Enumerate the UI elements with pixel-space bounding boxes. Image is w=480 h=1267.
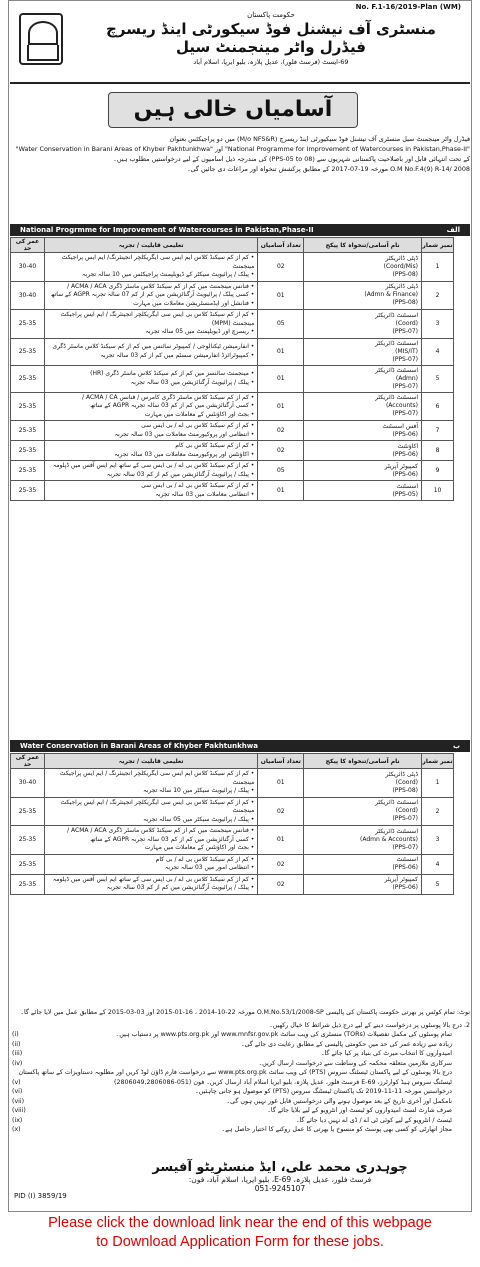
post-title-urdu: اسسٹنٹ xyxy=(396,482,419,490)
table-header-row xyxy=(11,754,454,769)
section-b-title: Water Conservation in Barani Areas of Khyber Pakhtunkhwa xyxy=(20,742,258,750)
condition-number: (viii) xyxy=(12,1107,26,1114)
post-title-urdu: کمپیوٹر آپریٹر xyxy=(384,876,418,883)
condition-item xyxy=(10,1040,456,1050)
age-limit: 25-35 xyxy=(11,421,45,441)
pay-scale: (PPS-06) xyxy=(392,430,419,438)
vacancies-banner: آسامیاں خالی ہیں xyxy=(108,92,358,128)
qualification: • کم از کم سیکنڈ کلاس بی اے / بی ایس سی • انتظامی اور پروکیورمنٹ معاملات میں 03 سالہ تجربہ xyxy=(44,421,257,441)
age-limit: 25-35 xyxy=(11,826,45,855)
condition-number: (v) xyxy=(12,1078,21,1086)
age-limit: 25-35 xyxy=(11,854,45,874)
pay-scale: (PPS-06) xyxy=(392,450,419,458)
header-divider xyxy=(10,82,470,84)
qualification: • کم از کم سیکنڈ کلاس بی ایس سی ایگریکلچر انجینئرنگ / ایم ایس پراجیکٹ مینجمنٹ • پبلک / پرائیویٹ سیکٹر میں 05 سالہ تجربہ xyxy=(44,797,257,826)
section-b-table xyxy=(10,753,454,895)
qualification: • کم از کم سیکنڈ کلاس بی اے / بی ایس سی کے ساتھ ایم ایس آفس میں ڈپلومہ • پبلک / پرائیویٹ آرگنائزیشن میں کم از کم 03 سالہ تجربہ xyxy=(44,874,257,894)
pay-scale: (PPS-06) xyxy=(392,884,418,891)
condition-text: امیدواروں کا انتخاب میرٹ کی بنیاد پر کیا جائے گا۔ xyxy=(320,1050,452,1057)
serial-number: 10 xyxy=(422,481,454,501)
post-title xyxy=(304,253,422,282)
column-header-qual: تعلیمی قابلیت / تجربہ xyxy=(44,238,257,253)
post-title xyxy=(304,826,422,855)
condition-number: (iii) xyxy=(12,1050,23,1057)
terms-notes xyxy=(10,1008,470,1135)
government-emblem-icon xyxy=(19,13,63,65)
age-limit: 25-35 xyxy=(11,797,45,826)
age-limit: 30-40 xyxy=(11,281,45,310)
signatory-phone: 051-9245107 xyxy=(254,1184,306,1193)
post-title-urdu: ڈپٹی ڈائریکٹر xyxy=(385,283,419,291)
post-title-urdu: کمپیوٹر آپریٹر xyxy=(384,462,419,470)
condition-number: (vii) xyxy=(12,1097,25,1105)
condition-text: تمام پوسٹوں کی مکمل تفصیلات (TORs) منسٹری کی ویب سائٹ www.mnfsr.gov.pk اور www.pts.org.pk پر دستیاب ہیں۔ xyxy=(115,1031,452,1038)
table-row xyxy=(11,365,454,392)
table-row xyxy=(11,253,454,282)
download-notice-line2: to Download Application Form for these jobs. xyxy=(96,1234,384,1250)
post-count: 01 xyxy=(258,826,304,855)
condition-number: (ix) xyxy=(12,1116,23,1124)
post-count: 01 xyxy=(258,281,304,310)
condition-number: (ii) xyxy=(12,1040,21,1048)
pay-scale: (PPS-06) xyxy=(392,470,419,478)
post-title xyxy=(304,281,422,310)
post-count: 01 xyxy=(258,365,304,392)
section-b-label: ب xyxy=(452,742,460,750)
age-limit: 25-35 xyxy=(11,392,45,421)
table-row xyxy=(11,854,454,874)
column-header-num: تعداد آسامیاں xyxy=(258,238,304,253)
table-row xyxy=(11,392,454,421)
serial-number: 7 xyxy=(422,421,454,441)
serial-number: 8 xyxy=(422,441,454,461)
pay-scale: (PPS-07) xyxy=(392,382,419,390)
serial-number: 9 xyxy=(422,461,454,481)
intro-paragraph xyxy=(10,134,470,174)
condition-text: ٹیسٹ / انٹرویو کے لیے کوئی ٹی اے / ڈی اے نہیں دیا جائے گا۔ xyxy=(295,1116,452,1124)
post-title xyxy=(304,310,422,339)
post-title xyxy=(304,461,422,481)
serial-number: 5 xyxy=(422,874,454,894)
age-limit: 25-35 xyxy=(11,461,45,481)
condition-text: نامکمل اور آخری تاریخ کے بعد موصول ہونے والی درخواستیں قابل غور نہیں ہوں گی۔ xyxy=(226,1097,452,1105)
post-count: 01 xyxy=(258,392,304,421)
quota-note: نوٹ: تمام کوٹس پر بھرتی حکومت پاکستان کی پالیسی O.M.No.53/1/2008-SP مورخہ 22-10-2014 ، 16-01-2015 اور 03-03-2015 کے مطابق عمل میں لایا جائے گا۔ xyxy=(20,1009,470,1016)
age-limit: 25-35 xyxy=(11,310,45,339)
column-header-sr: نمبر شمار xyxy=(422,238,454,253)
age-limit: 25-35 xyxy=(11,441,45,461)
ministry-name: منسٹری آف نیشنل فوڈ سیکورٹی اینڈ ریسرچ xyxy=(106,20,436,38)
post-count: 02 xyxy=(258,874,304,894)
intro-line: فیڈرل واٹر مینجمنٹ سیل منسٹری آف نیشنل فوڈ سیکیورٹی اینڈ ریسرچ (M/o NFS&R) میں دو پراجیکٹس بعنوان xyxy=(169,135,470,143)
condition-text: درج بالا پوسٹوں کے لیے پاکستان ٹیسٹنگ سروس (PTS) کی ویب سائٹ www.pts.org.pk سے درخواست فارم ڈاؤن لوڈ کریں اور مطلوبہ دستاویزات کے ساتھ پاکستان ٹیسٹنگ سروس ہیڈ کوارٹرز، 69-E فرسٹ فلور، عدیل پلازہ، بلیو ایریا اسلام آباد ارسال کریں۔ فون (051-2806049,2806086) xyxy=(18,1069,452,1086)
column-header-post: نام آسامی/تنخواہ کا پیکج xyxy=(304,238,422,253)
column-header-age: عمر کی حد xyxy=(11,238,45,253)
download-notice-line1: Please click the download link near the end of this webpage xyxy=(48,1215,432,1231)
serial-number: 3 xyxy=(422,826,454,855)
column-header-num: تعداد آسامیاں xyxy=(258,754,304,769)
table-row xyxy=(11,874,454,894)
serial-number: 6 xyxy=(422,392,454,421)
serial-number: 4 xyxy=(422,854,454,874)
qualification: • کم از کم سیکنڈ کلاس بی ایس سی ایگریکلچر انجینئرنگ / ایم ایس پراجیکٹ مینجمنٹ (MPM) • ریسرچ اور ڈیویلپمنٹ میں 05 سالہ تجربہ xyxy=(44,310,257,339)
serial-number: 4 xyxy=(422,338,454,365)
post-title-urdu: ڈپٹی ڈائریکٹر xyxy=(385,254,419,262)
government-label: حکومت پاکستان xyxy=(247,11,295,19)
condition-item xyxy=(10,1097,456,1107)
signatory-block xyxy=(90,1160,470,1193)
table-row xyxy=(11,481,454,501)
post-title-urdu: اسسٹنٹ ڈائریکٹر xyxy=(375,799,418,807)
post-count: 02 xyxy=(258,253,304,282)
post-count: 02 xyxy=(258,797,304,826)
post-title-urdu: اسسٹنٹ ڈائریکٹر xyxy=(375,366,419,374)
post-title-urdu: اکاؤنٹنٹ xyxy=(397,442,419,450)
signatory-name: چوہدری محمد علی، ایڈ منسٹریٹو آفیسر xyxy=(152,1160,408,1175)
pay-scale: (PPS-05) xyxy=(392,490,419,498)
post-title-urdu: اسسٹنٹ ڈائریکٹر xyxy=(375,311,419,319)
serial-number: 3 xyxy=(422,310,454,339)
age-limit: 25-35 xyxy=(11,874,45,894)
qualification: • فنانس مینجمنٹ میں کم از کم سیکنڈ کلاس ماسٹر ڈگری ACMA / ACA / • کسی آرگنائزیشن میں کم از کم 03 سالہ تجربہ AGPR کے ساتھ • بجٹ اور اکاؤنٹس کے معاملات میں مہارت xyxy=(44,826,257,855)
qualification: • کم از کم سیکنڈ کلاس بی اے / بی کام • انتظامی امور میں 03 سالہ تجربہ xyxy=(44,854,257,874)
condition-item xyxy=(10,1116,456,1126)
post-title-english: (Admn) xyxy=(395,374,419,382)
condition-text: زیادہ سے زیادہ عمر کی حد میں حکومتی پالیسی کے مطابق رعایت دی جائے گی۔ xyxy=(240,1040,452,1048)
table-row xyxy=(11,310,454,339)
post-title-english: (Accounts) xyxy=(385,402,419,410)
condition-item xyxy=(10,1087,456,1097)
post-title xyxy=(304,338,422,365)
pay-scale: (PPS-08) xyxy=(392,786,418,794)
table-row xyxy=(11,421,454,441)
post-title xyxy=(304,392,422,421)
post-title-english: (Coord) xyxy=(395,319,419,327)
section-a-title-bar xyxy=(10,224,470,236)
intro-line: کے تحت انتہائی قابل اور باصلاحیت پاکستانی شہریوں سے (PPS-05 to 08) کی مندرجہ ذیل اسامیوں کے لیے درخواستیں مطلوب ہیں۔ xyxy=(113,155,470,163)
age-limit: 25-35 xyxy=(11,481,45,501)
post-title-urdu: اسسٹنٹ ڈائریکٹر xyxy=(375,339,419,347)
condition-item xyxy=(10,1030,456,1040)
pay-scale: (PPS-06) xyxy=(392,864,418,871)
serial-number: 2 xyxy=(422,797,454,826)
pay-scale: (PPS-08) xyxy=(392,270,419,278)
serial-number: 1 xyxy=(422,769,454,798)
pay-scale: (PPS-07) xyxy=(392,815,418,823)
post-count: 01 xyxy=(258,481,304,501)
conditions-heading: 2. درج بالا پوسٹوں پر درخواست دینے کے لیے درج ذیل شرائط کا خیال رکھیں۔ xyxy=(268,1021,470,1029)
pay-scale: (PPS-07) xyxy=(392,327,419,335)
qualification: • کم از کم سیکنڈ کلاس ایم ایس سی ایگریکلچر انجینئرنگ / ایم ایس پراجیکٹ مینجمنٹ • پبلک / پرائیویٹ سیکٹر میں 10 سالہ تجربہ xyxy=(44,769,257,798)
post-title-urdu: اسسٹنٹ xyxy=(396,856,418,863)
post-title xyxy=(304,797,422,826)
reference-number: No. F.1-16/2019-Plan (WM) xyxy=(355,3,461,11)
section-a-label: الف xyxy=(446,226,460,234)
section-a-table xyxy=(10,237,454,501)
post-title xyxy=(304,874,422,894)
table-header-row xyxy=(11,238,454,253)
condition-item xyxy=(10,1049,456,1059)
qualification: • کم از کم سیکنڈ کلاس بی اے / بی ایس سی کے ساتھ ایم ایس آفس میں ڈپلومہ • پبلک / پرائیویٹ آرگنائزیشن میں کم از کم 03 سالہ تجربہ xyxy=(44,461,257,481)
post-count: 02 xyxy=(258,441,304,461)
post-count: 01 xyxy=(258,338,304,365)
column-header-qual: تعلیمی قابلیت / تجربہ xyxy=(44,754,257,769)
table-row xyxy=(11,797,454,826)
pay-scale: (PPS-08) xyxy=(392,299,419,307)
header-address: 69-ایسٹ (فرسٹ فلور)، عدیل پلازہ، بلیو ایریا، اسلام آباد xyxy=(193,58,349,66)
post-title-english: (Coord/Mis) xyxy=(383,262,419,270)
condition-number: (vi) xyxy=(12,1088,23,1095)
qualification: • کم از کم سیکنڈ کلاس ایم ایس سی ایگریکلچر انجینئرنگ/ ایم ایس پراجیکٹ مینجمنٹ • پبلک / پرائیویٹ سیکٹر کے ڈیویلپمنٹ پراجیکٹس میں 10 سالہ تجربہ xyxy=(44,253,257,282)
age-limit: 30-40 xyxy=(11,769,45,798)
post-title xyxy=(304,421,422,441)
table-row xyxy=(11,441,454,461)
serial-number: 1 xyxy=(422,253,454,282)
pay-scale: (PPS-07) xyxy=(392,355,419,363)
advertiser-header xyxy=(81,11,461,66)
age-limit: 30-40 xyxy=(11,253,45,282)
table-row xyxy=(11,461,454,481)
condition-number: (x) xyxy=(12,1126,21,1133)
post-title-english: (Coord) xyxy=(395,807,418,815)
age-limit: 25-35 xyxy=(11,365,45,392)
condition-text: سرکاری ملازمین متعلقہ محکمہ کی وساطت سے درخواست ارسال کریں۔ xyxy=(258,1059,452,1067)
condition-item xyxy=(10,1068,456,1087)
pid-number: PID (I) 3859/19 xyxy=(14,1192,67,1200)
intro-line: "National Programme for Improvement of Watercourses in Pakistan,Phase-II" اور "Water Conservation in Barani Areas of Khyber Pakhtunkhwa" xyxy=(15,145,470,153)
pay-scale: (PPS-07) xyxy=(392,410,419,418)
post-count: 01 xyxy=(258,769,304,798)
post-title-english: (Coord) xyxy=(395,778,418,786)
column-header-age: عمر کی حد xyxy=(11,754,45,769)
qualification: • مینجمنٹ سائنسز میں کم از کم سیکنڈ کلاس ماسٹر ڈگری (HR) • پبلک / پرائیویٹ آرگنائزیشن میں 03 سالہ تجربہ xyxy=(44,365,257,392)
pay-scale: (PPS-07) xyxy=(392,843,418,851)
post-title xyxy=(304,769,422,798)
section-b-title-bar xyxy=(10,740,470,752)
qualification: • انفارمیشن ٹیکنالوجی / کمپیوٹر سائنس میں کم از کم سیکنڈ کلاس ماسٹر ڈگری • کمپیوٹرائزڈ انفارمیشن سسٹم میں کم از کم 03 سالہ تجربہ xyxy=(44,338,257,365)
condition-item xyxy=(10,1059,456,1069)
post-title-english: (Admn & Finance) xyxy=(364,291,419,299)
post-title-urdu: ڈپٹی ڈائریکٹر xyxy=(385,770,418,778)
table-row xyxy=(11,338,454,365)
post-title-english: (Admn & Accounts) xyxy=(360,835,418,843)
condition-text: صرف شارٹ لسٹ امیدواروں کو ٹیسٹ اور انٹرویو کے لیے بلایا جائے گا۔ xyxy=(267,1107,452,1114)
condition-item xyxy=(10,1125,456,1135)
post-count: 02 xyxy=(258,421,304,441)
table-row xyxy=(11,769,454,798)
post-title-urdu: آفس اسسٹنٹ xyxy=(382,422,419,430)
qualification: • فنانس مینجمنٹ میں کم از کم سیکنڈ کلاس ماسٹر ڈگری ACMA / ACA / • کسی پبلک / پرائیویٹ آرگنائزیشن میں کم از کم 07 سالہ تجربہ AGPR کے ساتھ • فنانشل اور ایڈمنسٹریشن معاملات میں مہارت xyxy=(44,281,257,310)
post-title-urdu: اسسٹنٹ ڈائریکٹر xyxy=(375,827,418,835)
condition-number: (iv) xyxy=(12,1059,23,1067)
post-title-english: (MIS/IT) xyxy=(395,347,419,355)
condition-text: مجاز اتھارٹی کو کسی بھی پوسٹ کو منسوخ یا بھرتی کا عمل روکنے کا اختیار حاصل ہے۔ xyxy=(221,1126,452,1133)
post-title xyxy=(304,365,422,392)
post-title xyxy=(304,854,422,874)
intro-line: O.M No.F.4(9) R-14/ 2008 مورخہ 19-07-2017 کے مطابق پرکشش تنخواہ اور مراعات دی جائیں گی۔ xyxy=(186,165,470,173)
column-header-sr: نمبر شمار xyxy=(422,754,454,769)
post-title xyxy=(304,481,422,501)
post-count: 05 xyxy=(258,310,304,339)
qualification: • کم از کم سیکنڈ کلاس بی اے / بی ایس سی • انتظامی معاملات میں 03 سالہ تجربہ xyxy=(44,481,257,501)
age-limit: 25-35 xyxy=(11,338,45,365)
condition-item xyxy=(10,1106,456,1116)
condition-number: (i) xyxy=(12,1031,19,1038)
cell-name: فیڈرل واٹر مینجمنٹ سیل xyxy=(175,38,367,56)
qualification: • کم از کم سیکنڈ کلاس بی کام • اکاؤنٹس اور پروکیورمنٹ معاملات میں 03 سالہ تجربہ xyxy=(44,441,257,461)
table-row xyxy=(11,281,454,310)
serial-number: 2 xyxy=(422,281,454,310)
condition-text: درخواستیں مورخہ 11-11-2019 تک پاکستان ٹیسٹنگ سروس (PTS) کو موصول ہو جانی چاہئیں۔ xyxy=(195,1088,452,1095)
table-row xyxy=(11,826,454,855)
signatory-address: فرسٹ فلور، عدیل پلازہ، E-69، بلیو ایریا، اسلام آباد، فون: xyxy=(188,1175,372,1184)
post-count: 02 xyxy=(258,854,304,874)
qualification: • کم از کم سیکنڈ کلاس ماسٹر ڈگری کامرس / فنانس ACMA / CA / • کسی آرگنائزیشن میں کم از کم 03 سالہ تجربہ AGPR کے ساتھ • بجٹ اور اکاؤنٹس کے معاملات میں مہارت xyxy=(44,392,257,421)
post-title-urdu: اسسٹنٹ ڈائریکٹر xyxy=(375,394,419,402)
download-notice xyxy=(0,1214,480,1252)
post-title xyxy=(304,441,422,461)
section-a-title: National Progrmme for Improvement of Watercourses in Pakistan,Phase-II xyxy=(20,226,314,234)
conditions-list xyxy=(10,1030,470,1135)
column-header-post: نام آسامی/تنخواہ کا پیکج xyxy=(304,754,422,769)
serial-number: 5 xyxy=(422,365,454,392)
post-count: 05 xyxy=(258,461,304,481)
